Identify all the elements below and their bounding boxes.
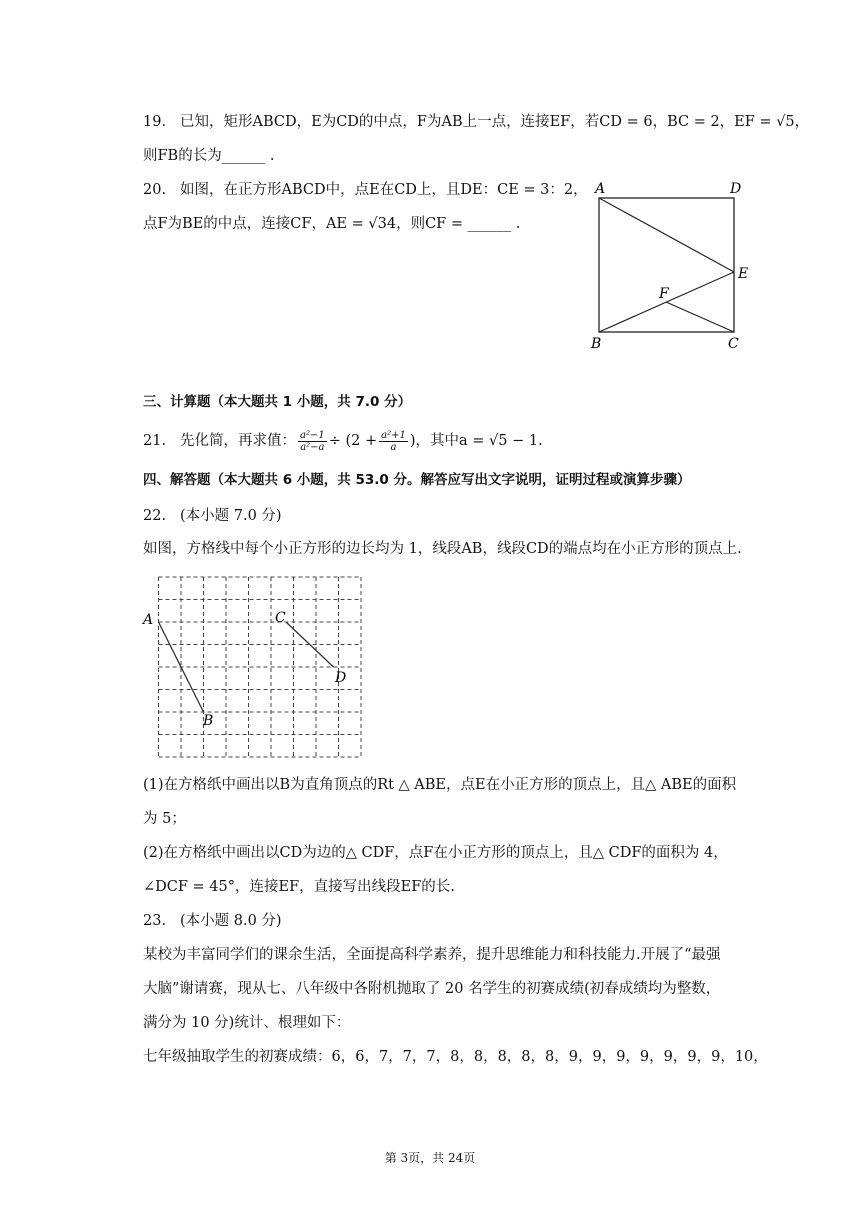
section-3-heading: 三、计算题（本大题共 1 小题，共 7.0 分） (143, 394, 412, 410)
q22-part2-line2: ∠DCF = 45°，连接EF，直接写出线段EF的长. (143, 879, 455, 895)
q22-intro: 如图，方格线中每个小正方形的边长均为 1，线段AB，线段CD的端点均在小正方形的顶点上. (143, 541, 742, 557)
q23-number: 23. (143, 913, 167, 929)
q20-line2: 点F为BE的中点，连接CF，AE = √34，则CF = ______ . (143, 216, 521, 232)
segment-fc (666, 302, 734, 332)
q23-line4: 七年级抽取学生的初赛成绩：6，6，7，7，7，8，8，8，8，8，9，9，9，9，9，9，9，10， (143, 1049, 768, 1065)
q20-square-figure (585, 178, 755, 353)
q21-middle: ÷ (2 + (328, 433, 378, 449)
grid-label-a: A (143, 612, 154, 628)
q21-line (143, 429, 543, 453)
q22-part1-line1: (1)在方格纸中画出以B为直角顶点的Rt △ ABE，点E在小正方形的顶点上，且△ ABE的面积 (143, 777, 737, 793)
q22-number: 22. (143, 508, 167, 524)
square-abcd (599, 198, 734, 332)
segment-ae (599, 198, 734, 272)
section-4-heading: 四、解答题（本大题共 6 小题，共 53.0 分。解答应写出文字说明，证明过程或演算步骤） (143, 472, 691, 488)
q21-frac1-numerator: a²−1 (300, 429, 325, 441)
label-a: A (595, 181, 606, 197)
label-f: F (659, 286, 669, 302)
q19-line1 (143, 112, 809, 132)
q21-number: 21. (143, 433, 167, 449)
q22-part1-line2: 为 5； (143, 811, 186, 827)
q21-fraction-1 (298, 430, 327, 453)
grid-label-c: C (275, 610, 286, 626)
q20-line1 (143, 180, 588, 200)
q21-frac2-denominator: a (390, 441, 397, 453)
grid-label-b: B (203, 713, 214, 729)
q22-score: (本小题 7.0 分) (180, 508, 282, 524)
q21-frac2-numerator: a²+1 (381, 429, 406, 441)
q20-number: 20. (143, 182, 167, 198)
q19-number: 19. (143, 114, 167, 130)
q22-header (143, 506, 282, 526)
q23-score: (本小题 8.0 分) (180, 913, 282, 929)
q22-part2-line1: (2)在方格纸中画出以CD为边的△ CDF，点F在小正方形的顶点上，且△ CDF的面积为 4， (143, 845, 728, 861)
q22-grid-figure (140, 570, 370, 760)
q20-text1: 如图，在正方形ABCD中，点E在CD上，且DE：CE = 3：2， (180, 182, 588, 198)
label-d: D (730, 181, 742, 197)
q21-suffix: )，其中a = √5 − 1. (409, 433, 543, 449)
q19-text1: 已知，矩形ABCD，E为CD的中点，F为AB上一点，连接EF，若CD = 6，BC = 2，EF = √5， (180, 114, 810, 130)
q23-line2: 大脑”谢请赛，现从七、八年级中各附机抛取了 20 名学生的初赛成绩(初春成绩均为整数， (143, 981, 721, 997)
q19-line2: 则FB的长为______ . (143, 148, 275, 164)
q23-line1: 某校为丰富同学们的课余生活，全面提高科学素养，提升思维能力和科技能力.开展了“最强 (143, 947, 721, 963)
q21-fraction-2 (379, 430, 408, 453)
label-c: C (728, 336, 739, 352)
q23-header (143, 911, 282, 931)
label-b: B (591, 336, 602, 352)
q21-prefix: 先化简，再求值： (180, 433, 296, 449)
label-e: E (738, 266, 749, 282)
grid-label-d: D (335, 670, 347, 686)
q23-line3: 满分为 10 分)统计、根理如下： (143, 1015, 351, 1031)
page-footer: 第 3页，共 24页 (384, 1151, 476, 1165)
q21-frac1-denominator: a²−a (300, 441, 325, 453)
